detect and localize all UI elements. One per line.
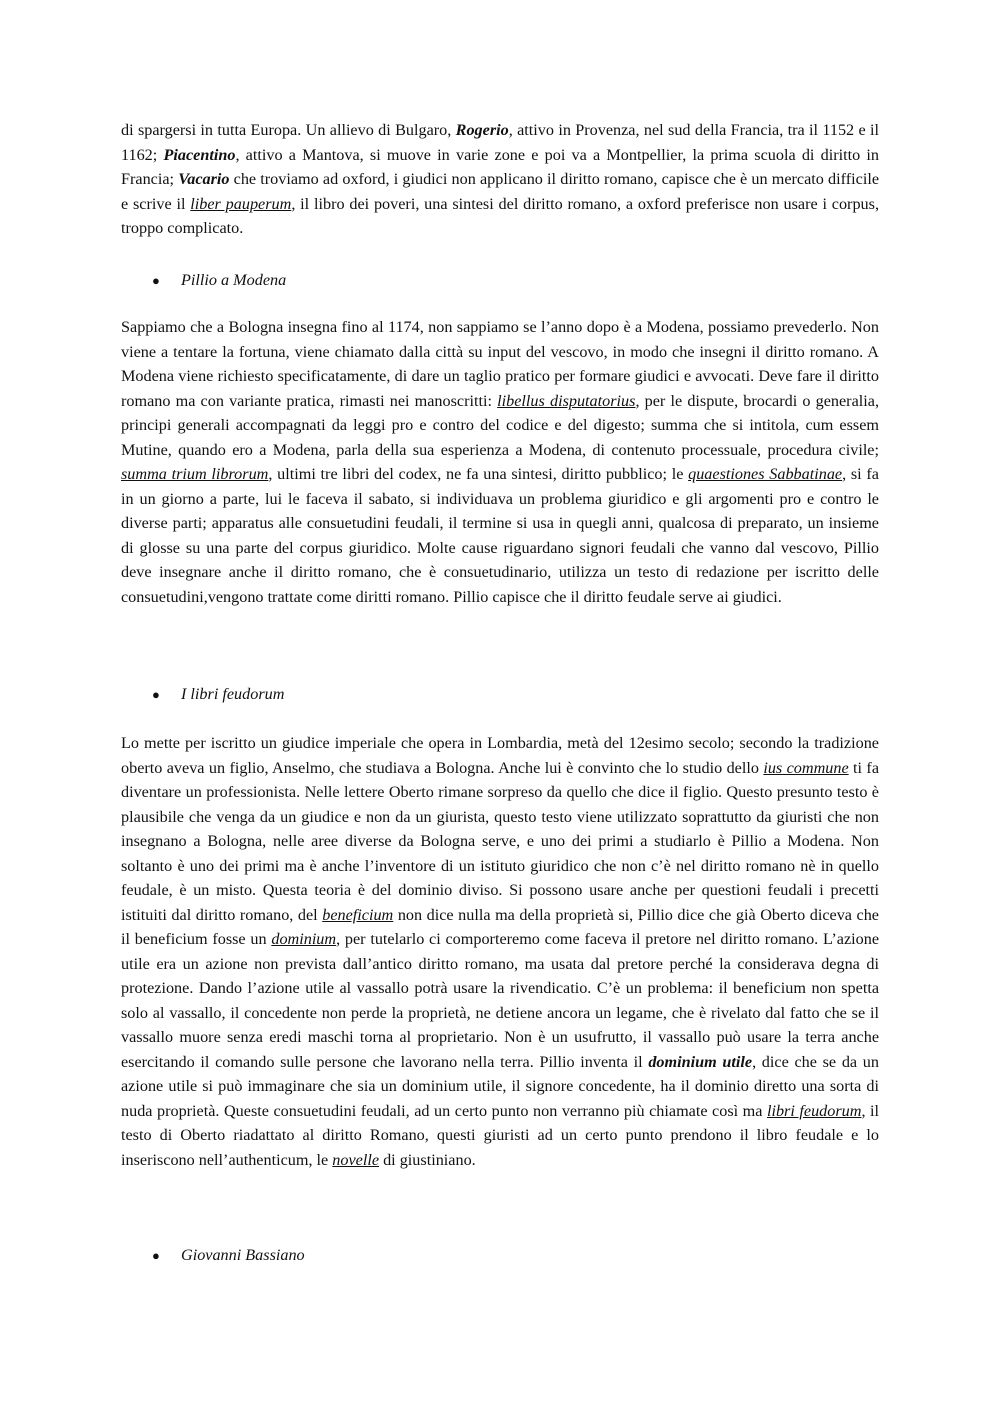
underlined-italic-term: ius commune <box>763 758 849 777</box>
underlined-italic-term: dominium <box>271 930 337 948</box>
bold-italic-term: Rogerio <box>455 121 509 139</box>
bold-italic-term: Vacario <box>178 170 230 188</box>
bold-italic-term: dominium utile <box>648 1052 753 1071</box>
underlined-italic-term: libri feudorum <box>766 1101 862 1120</box>
bullet-icon: ● <box>152 1248 160 1263</box>
bullet-icon: ● <box>152 273 160 288</box>
bullet-heading-label: Giovanni Bassiano <box>181 1246 305 1264</box>
underlined-italic-term: liber pauperum <box>190 194 292 213</box>
underlined-italic-term: summa trium librorum <box>121 465 269 483</box>
bullet-giovanni-bassiano <box>152 1243 305 1268</box>
underlined-italic-term: quaestiones Sabbatinae <box>688 465 843 483</box>
underlined-italic-term: novelle <box>332 1150 380 1169</box>
bold-italic-term: Piacentino <box>163 145 236 164</box>
bullet-heading-label: I libri feudorum <box>181 685 285 703</box>
paragraph-pillio: Sappiamo che a Bologna insegna fino al 1174, non sappiamo se l’anno dopo è a Modena, possiamo prevederlo. Non viene a tentare la fortuna, viene chiamato dalla città su input del vescovo, in modo che insegni il diritto romano. A Modena viene richiesto specificatamente, di dare un taglio pratico per formare giudici e avvocati. Deve fare il diritto romano ma con variante pratica, rimasti nei manoscritti: libellus disputatorius, per le dispute, brocardi o generalia, principi generali accompagnati da leggi pro e contro del codice e del digesto; summa che si intitola, cum essem Mutine, quando ero a Modena, parla della sua esperienza a Modena, di contenuto processuale, procedura civile; summa trium librorum, ultimi tre libri del codex, ne fa una sintesi, diritto pubblico; le quaestiones Sabbatinae, si fa in un giorno a parte, lui le faceva il sabato, si individuava un problema giuridico e gli argomenti pro e contro le diverse parti; apparatus alle consuetudini feudali, il termine si usa in quegli anni, qualcosa di preparato, un insieme di glosse su una parte del corpus giuridico. Molte cause riguardano signori feudali che vanno dal vescovo, Pillio deve insegnare anche il diritto romano, che è consuetudinario, utilizza un testo di redazione per iscritto delle consuetudini,vengono trattate come diritti romano. Pillio capisce che il diritto feudale serve ai giudici. <box>121 318 879 606</box>
underlined-italic-term: libellus disputatorius <box>497 391 636 410</box>
bullet-icon: ● <box>152 687 160 702</box>
paragraph-glossators-europe: di spargersi in tutta Europa. Un allievo di Bulgaro, Rogerio, attivo in Provenza, nel sud della Francia, tra il 1152 e il 1162; Piacentino, attivo a Mantova, si muove in varie zone e poi va a Montpellier, la prima scuola di diritto in Francia; Vacario che troviamo ad oxford, i giudici non applicano il diritto romano, capisce che è un mercato difficile e scrive il liber pauperum, il libro dei poveri, una sintesi del diritto romano, a oxford preferisce non usare i corpus, troppo complicato. <box>121 121 880 237</box>
bullet-heading-label: Pillio a Modena <box>181 271 287 289</box>
bullet-pillio-modena <box>152 268 286 293</box>
bullet-libri-feudorum <box>152 682 284 707</box>
paragraph-libri-feudorum: Lo mette per iscritto un giudice imperiale che opera in Lombardia, metà del 12esimo secolo; secondo la tradizione oberto aveva un figlio, Anselmo, che studiava a Bologna. Anche lui è convinto che lo studio dello ius commune ti fa diventare un professionista. Nelle lettere Oberto rimane sorpreso da quello che dice il figlio. Questo presunto testo è plausibile che venga da un giudice e non da un giurista, questo testo viene utilizzato soprattutto da giuristi che non insegnano a Bologna, nelle aree diverse da Bologna serve, e uno dei primi a studiarlo è Pillio a Modena. Non soltanto è uno dei primi ma è anche l’inventore di un istituto giuridico che non c’è nel diritto romano nè in quello feudale, è un misto. Questa teoria è del dominio diviso. Si possono usare anche per questioni feudali i precetti istituiti dal diritto romano, del beneficium non dice nulla ma della proprietà si, Pillio dice che già Oberto diceva che il beneficium fosse un dominium, per tutelarlo ci comporteremo come faceva il pretore nel diritto romano. L’azione utile era un azione non prevista dall’antico diritto romano, ma usata dal pretore perché la considerava degna di protezione. Dando l’azione utile al vassallo potrà usare la rivendicatio. C’è un problema: il beneficium non spetta solo al vassallo, il concedente non perde la proprietà, ne detiene ancora un legame, che è rivelato dal fatto che se il vassallo muore senza eredi maschi torna al proprietario. Non è un usufrutto, il vassallo può usare la terra anche esercitando il comando sulle persone che lavorano nella terra. Pillio inventa il dominium utile, dice che se da un azione utile si può immaginare che sia un dominium utile, il signore concedente, ha il dominio diretto una sorta di nuda proprietà. Queste consuetudini feudali, ad un certo punto non verranno più chiamate così ma libri feudorum, il testo di Oberto riadattato al diritto Romano, questi giuristi ad un certo punto prendono il libro feudale e lo inseriscono nell’authenticum, le novelle di giustiniano. <box>121 734 880 1169</box>
underlined-italic-term: beneficium <box>322 905 394 924</box>
